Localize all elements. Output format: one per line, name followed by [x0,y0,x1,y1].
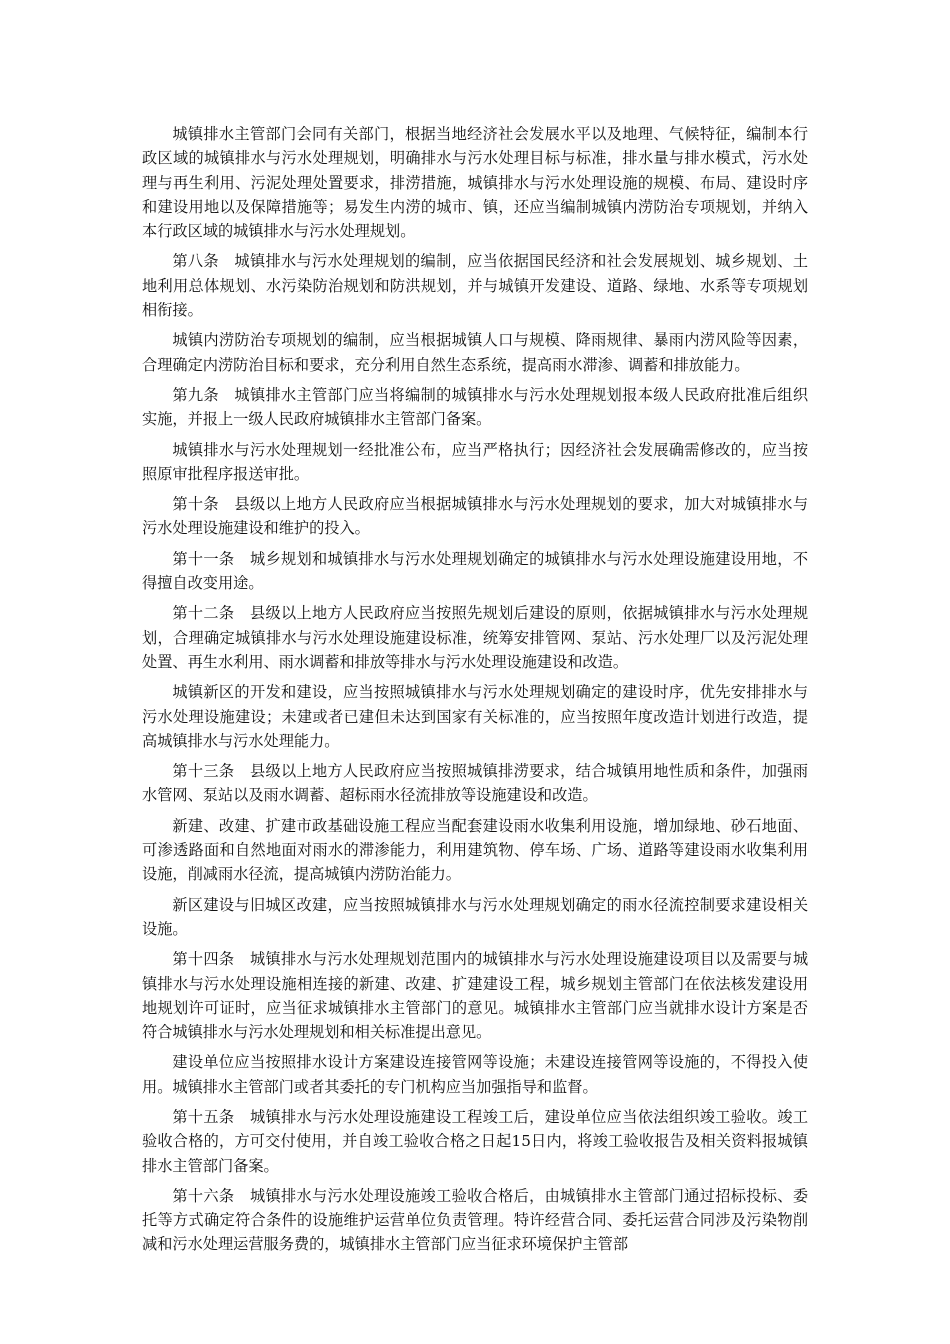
document-page [142,122,808,1263]
paragraph-3: 城镇内涝防治专项规划的编制，应当根据城镇人口与规模、降雨规律、暴雨内涝风险等因素，合理确定内涝防治目标和要求，充分利用自然生态系统，提高雨水滞渗、调蓄和排放能力。 [142,331,808,374]
paragraph-article-8: 第八条 城镇排水与污水处理规划的编制，应当依据国民经济和社会发展规划、城乡规划、土地利用总体规划、水污染防治规划和防洪规划，并与城镇开发建设、道路、绿地、水系等专项规划相衔接。 [142,252,808,320]
paragraph-9: 城镇新区的开发和建设，应当按照城镇排水与污水处理规划确定的建设时序，优先安排排水与污水处理设施建设；未建或者已建但未达到国家有关标准的，应当按照年度改造计划进行改造，提高城镇排水与污水处理能力。 [142,683,808,750]
paragraph-article-9: 第九条 城镇排水主管部门应当将编制的城镇排水与污水处理规划报本级人民政府批准后组织实施，并报上一级人民政府城镇排水主管部门备案。 [142,385,808,429]
paragraph-article-15: 第十五条 城镇排水与污水处理设施建设工程竣工后，建设单位应当依法组织竣工验收。竣工验收合格的，方可交付使用，并自竣工验收合格之日起15日内，将竣工验收报告及相关资料报城镇排水主管部门备案。 [142,1107,808,1175]
paragraph-14: 建设单位应当按照排水设计方案建设连接管网等设施；未建设连接管网等设施的，不得投入使用。城镇排水主管部门或者其委托的专门机构应当加强指导和监督。 [142,1053,808,1096]
paragraph-article-14: 第十四条 城镇排水与污水处理规划范围内的城镇排水与污水处理设施建设项目以及需要与城镇排水与污水处理设施相连接的新建、改建、扩建建设工程，城乡规划主管部门在依法核发建设用地规划许可证时，应当征求城镇排水主管部门的意见。城镇排水主管部门应当就排水设计方案是否符合城镇排水与污水处理规划和相关标准提出意见。 [142,950,808,1042]
paragraph-article-10: 第十条 县级以上地方人民政府应当根据城镇排水与污水处理规划的要求，加大对城镇排水与污水处理设施建设和维护的投入。 [142,495,808,538]
paragraph-11: 新建、改建、扩建市政基础设施工程应当配套建设雨水收集利用设施，增加绿地、砂石地面、可渗透路面和自然地面对雨水的滞渗能力，利用建筑物、停车场、广场、道路等建设雨水收集利用设施，削减雨水径流，提高城镇内涝防治能力。 [142,816,808,884]
paragraph-12: 新区建设与旧城区改建，应当按照城镇排水与污水处理规划确定的雨水径流控制要求建设相关设施。 [142,895,808,938]
paragraph-5: 城镇排水与污水处理规划一经批准公布，应当严格执行；因经济社会发展确需修改的，应当按照原审批程序报送审批。 [142,440,808,483]
paragraph-1: 城镇排水主管部门会同有关部门，根据当地经济社会发展水平以及地理、气候特征，编制本行政区域的城镇排水与污水处理规划，明确排水与污水处理目标与标准，排水量与排水模式，污水处理与再生利用、污泥处理处置要求，排涝措施，城镇排水与污水处理设施的规模、布局、建设时序和建设用地以及保障措施等；易发生内涝的城市、镇，还应当编制城镇内涝防治专项规划，并纳入本行政区域的城镇排水与污水处理规划。 [142,125,808,241]
paragraph-article-13: 第十三条 县级以上地方人民政府应当按照城镇排涝要求，结合城镇用地性质和条件，加强雨水管网、泵站以及雨水调蓄、超标雨水径流排放等设施建设和改造。 [142,762,808,805]
paragraph-article-16: 第十六条 城镇排水与污水处理设施竣工验收合格后，由城镇排水主管部门通过招标投标、委托等方式确定符合条件的设施维护运营单位负责管理。特许经营合同、委托运营合同涉及污染物削减和污水处理运营服务费的，城镇排水主管部门应当征求环境保护主管部 [142,1186,808,1254]
paragraph-article-12: 第十二条 县级以上地方人民政府应当按照先规划后建设的原则，依据城镇排水与污水处理规划，合理确定城镇排水与污水处理设施建设标准，统筹安排管网、泵站、污水处理厂以及污泥处理处置、再生水利用、雨水调蓄和排放等排水与污水处理设施建设和改造。 [142,604,808,671]
paragraph-article-11: 第十一条 城乡规划和城镇排水与污水处理规划确定的城镇排水与污水处理设施建设用地，不得擅自改变用途。 [142,549,808,593]
